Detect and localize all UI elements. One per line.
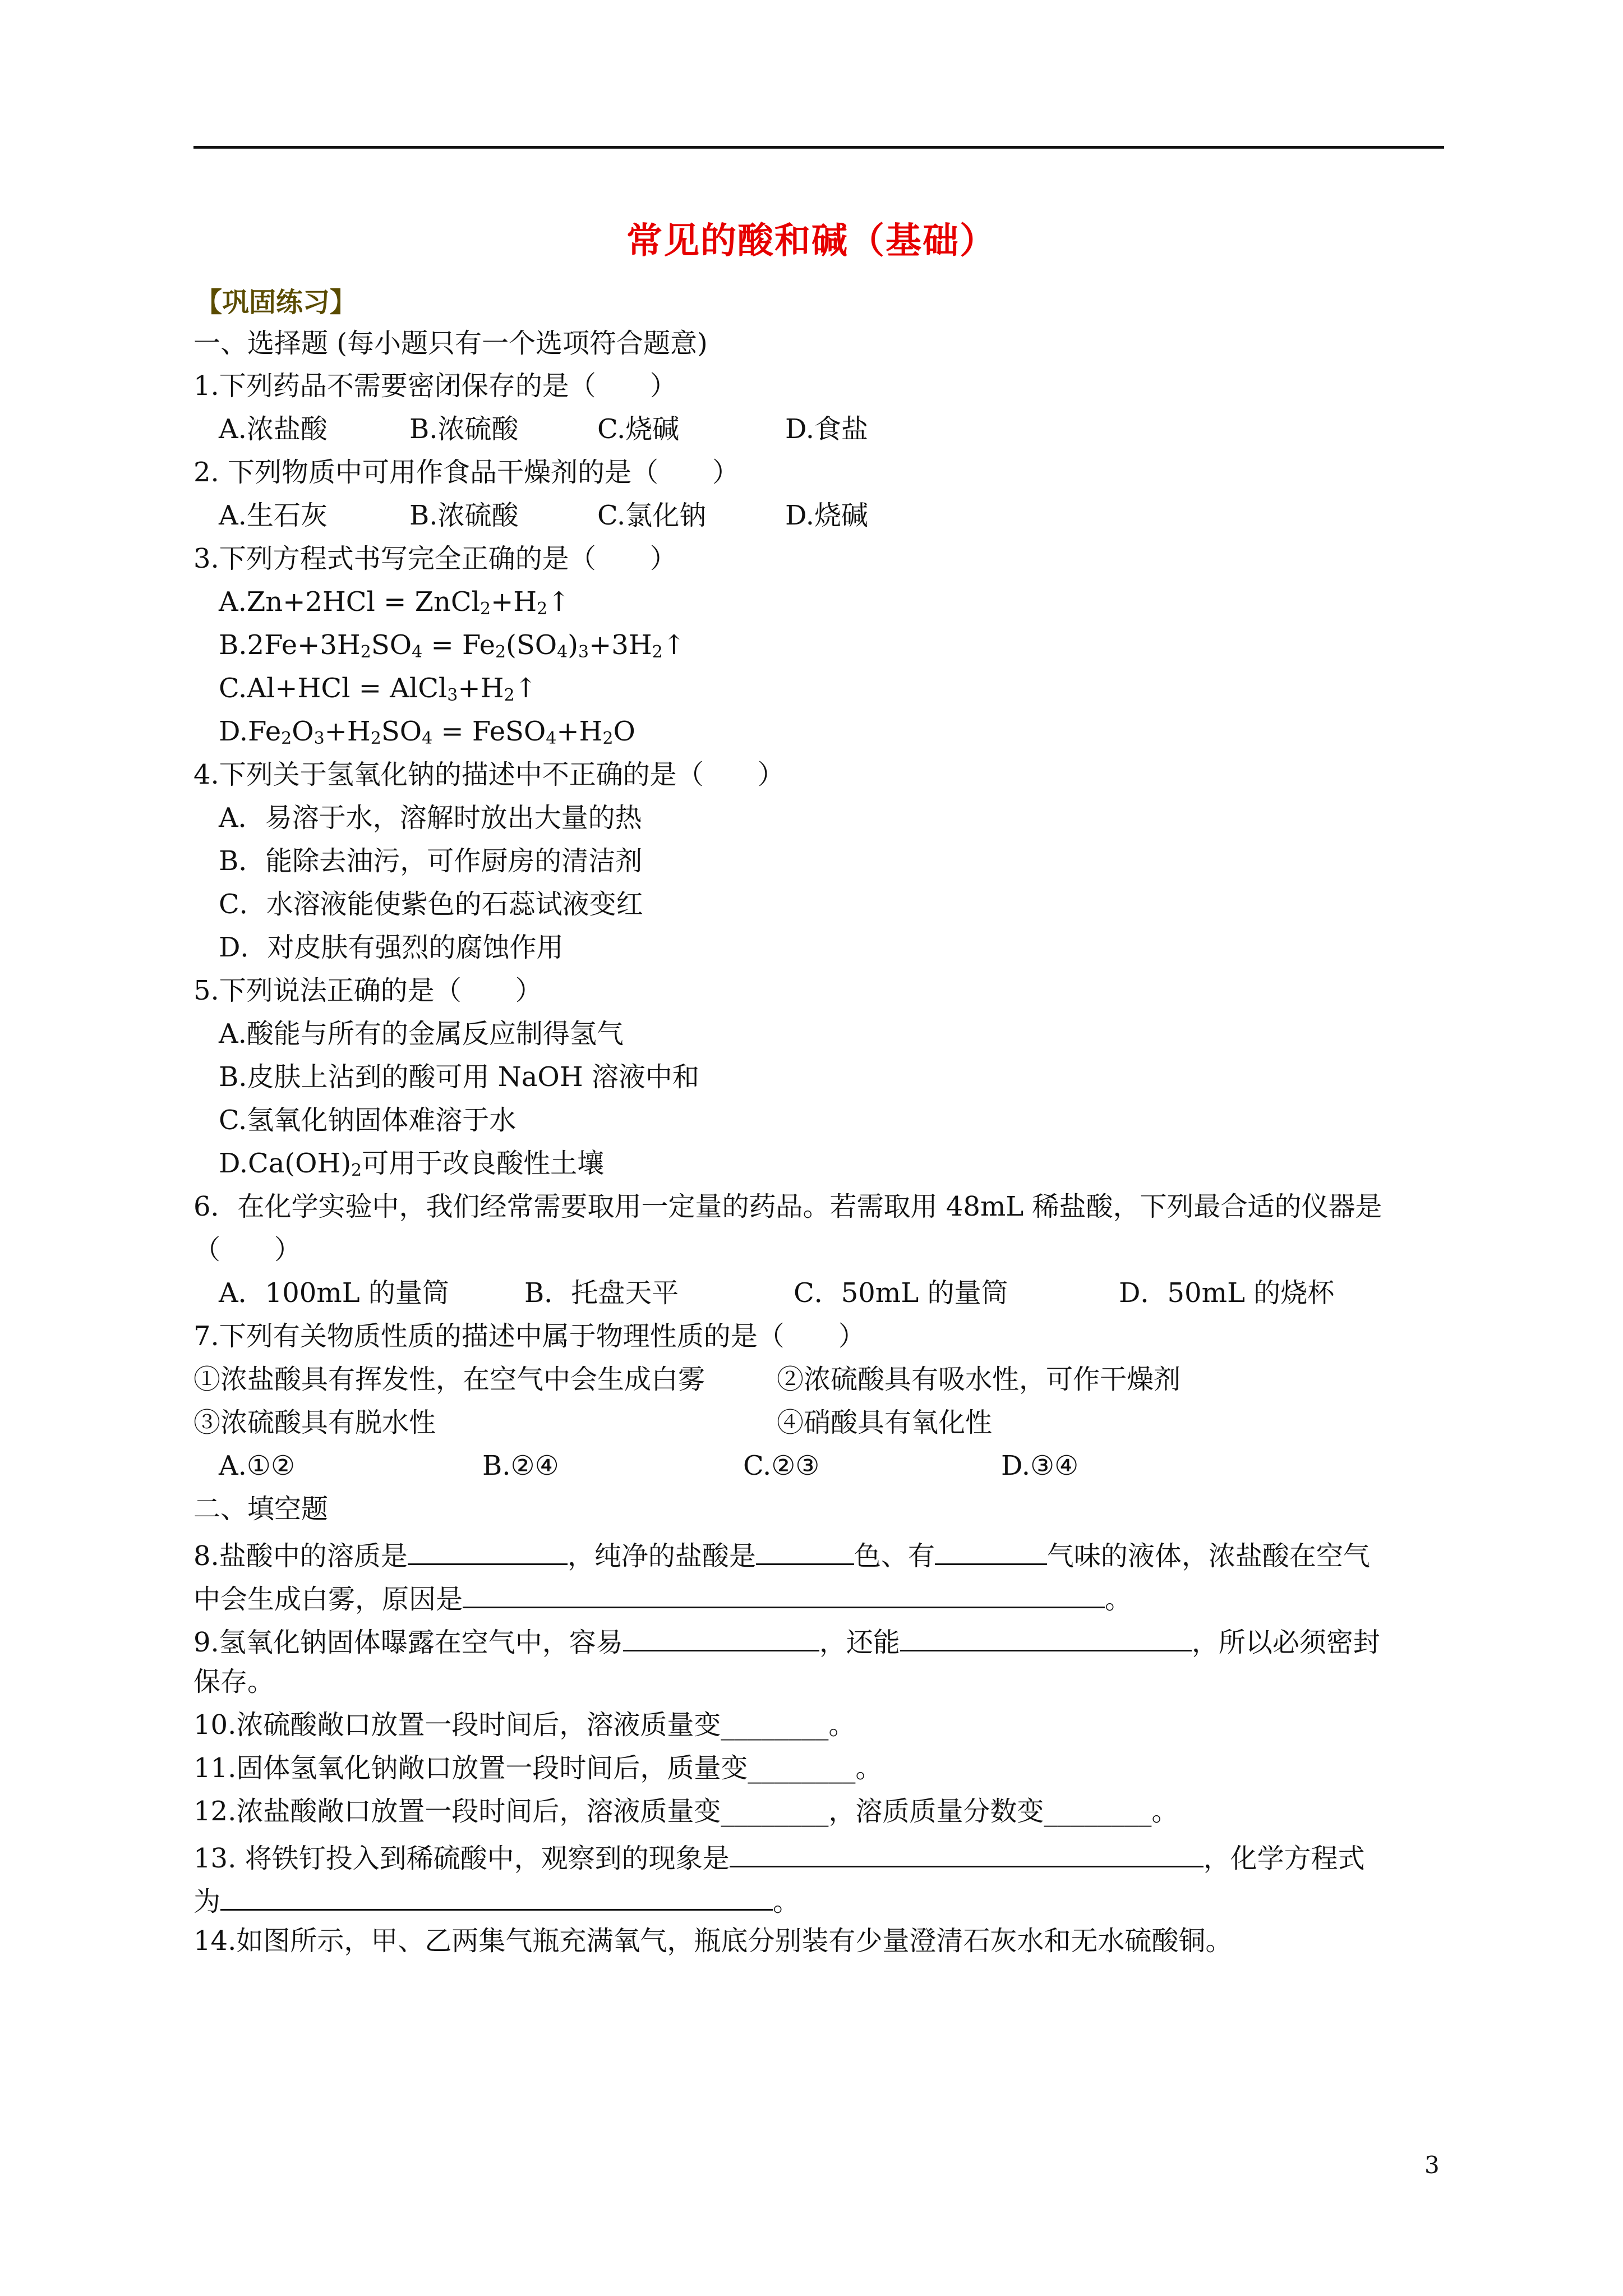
q8-blank-1[interactable] <box>408 1539 568 1565</box>
q6-option-a: A．100mL 的量筒 <box>219 1277 449 1309</box>
q5-option-c: C.氢氧化钠固体难溶于水 <box>219 1105 517 1136</box>
q3-option-d: $D.Fe_2O_3+H_2SO_4$ = $FeSO_4+H_2O$ <box>219 716 635 748</box>
q7-option-d: D.③④ <box>1001 1450 1079 1481</box>
section-tag: 【巩固练习】 <box>195 287 357 318</box>
q3-option-a: $A.Zn+2HCl = ZnCl_2+H_2↑$ <box>219 586 570 619</box>
q3-option-c: $C.Al+HCl = AlCl_3+H_2↑$ <box>219 673 537 705</box>
q5-stem: 5.下列说法正确的是（ ） <box>193 975 542 1006</box>
q2-option-d: D.烧碱 <box>785 500 869 531</box>
q7-statement-4: ④硝酸具有氧化性 <box>777 1407 993 1438</box>
q1-option-d: D.食盐 <box>785 413 869 445</box>
q14-text: 14.如图所示，甲、乙两集气瓶充满氧气，瓶底分别装有少量澄清石灰水和无水硫酸铜。 <box>193 1925 1233 1957</box>
q8-line-1: 8.盐酸中的溶质是 ，纯净的盐酸是 色、有 气味的液体，浓盐酸在空气 <box>193 1539 1370 1570</box>
header-rule <box>193 146 1444 149</box>
q1-option-a: A.浓盐酸 <box>219 413 328 445</box>
q8-blank-3[interactable] <box>935 1539 1047 1565</box>
part1-heading: 一、选择题 (每小题只有一个选项符合题意) <box>193 328 708 359</box>
q8-blank-4[interactable] <box>463 1582 1105 1608</box>
q9-line-2: 保存。 <box>193 1666 275 1697</box>
q5-option-d: $D.Ca(OH)_2$可用于改良酸性土壤 <box>219 1148 605 1180</box>
q13-blank-2[interactable] <box>220 1884 773 1911</box>
page-title: 常见的酸和碱（基础） <box>626 220 997 262</box>
q7-option-a: A.①② <box>219 1450 295 1481</box>
q9-blank-2[interactable] <box>900 1625 1192 1651</box>
q6-option-b: B．托盘天平 <box>524 1277 679 1309</box>
q4-option-b: B．能除去油污，可作厨房的清洁剂 <box>219 845 643 877</box>
q2-option-b: B.浓硫酸 <box>409 500 519 531</box>
q4-option-d: D．对皮肤有强烈的腐蚀作用 <box>219 932 564 963</box>
q11-line: 11.固体氢氧化钠敞口放置一段时间后，质量变________。 <box>193 1752 883 1784</box>
part2-heading: 二、填空题 <box>193 1493 329 1525</box>
q7-statement-3: ③浓硫酸具有脱水性 <box>193 1407 436 1438</box>
q4-option-a: A．易溶于水，溶解时放出大量的热 <box>219 802 642 834</box>
q3-option-b: $B.2Fe+3H_2SO_4$ = $Fe_2(SO_4)_3+3H_2↑$ <box>219 629 685 662</box>
page-number: 3 <box>1424 2151 1440 2179</box>
q9-line-1: 9.氢氧化钠固体曝露在空气中，容易 ，还能 ，所以必须密封 <box>193 1625 1380 1656</box>
q4-stem: 4.下列关于氢氧化钠的描述中不正确的是（ ） <box>193 759 785 790</box>
q2-option-a: A.生石灰 <box>219 500 328 531</box>
q1-option-c: C.烧碱 <box>597 413 680 445</box>
q11-blank[interactable]: ________ <box>748 1752 856 1784</box>
q13-blank-1[interactable] <box>730 1841 1204 1867</box>
q13-line-2: 为 。 <box>193 1884 800 1915</box>
q5-option-a: A.酸能与所有的金属反应制得氢气 <box>219 1018 624 1050</box>
q2-option-c: C.氯化钠 <box>597 500 707 531</box>
q12-blank-1[interactable]: ________ <box>721 1796 829 1827</box>
q4-option-c: C．水溶液能使紫色的石蕊试液变红 <box>219 889 643 920</box>
q7-option-c: C.②③ <box>743 1450 820 1481</box>
q3-stem: 3.下列方程式书写完全正确的是（ ） <box>193 543 677 574</box>
q7-statement-1: ①浓盐酸具有挥发性，在空气中会生成白雾 <box>193 1364 706 1395</box>
q10-line: 10.浓硫酸敞口放置一段时间后，溶液质量变________。 <box>193 1709 856 1741</box>
q6-paren: （ ） <box>193 1234 302 1266</box>
q13-line-1: 13. 将铁钉投入到稀硫酸中，观察到的现象是 ，化学方程式 <box>193 1841 1365 1872</box>
q12-blank-2[interactable]: ________ <box>1044 1796 1152 1827</box>
q1-option-b: B.浓硫酸 <box>409 413 519 445</box>
q7-statement-2: ②浓硫酸具有吸水性，可作干燥剂 <box>777 1364 1181 1395</box>
q5-option-b: B.皮肤上沾到的酸可用 NaOH 溶液中和 <box>219 1061 699 1093</box>
q8-blank-2[interactable] <box>756 1539 854 1565</box>
q6-option-d: D．50mL 的烧杯 <box>1119 1277 1335 1309</box>
q10-blank[interactable]: ________ <box>721 1709 829 1741</box>
q7-option-b: B.②④ <box>482 1450 559 1481</box>
q1-stem: 1.下列药品不需要密闭保存的是（ ） <box>193 370 677 402</box>
q7-stem: 7.下列有关物质性质的描述中属于物理性质的是（ ） <box>193 1320 865 1352</box>
q9-blank-1[interactable] <box>623 1625 819 1651</box>
q12-line: 12.浓盐酸敞口放置一段时间后，溶液质量变________，溶质质量分数变________。 <box>193 1796 1179 1827</box>
q6-option-c: C．50mL 的量筒 <box>794 1277 1008 1309</box>
q6-stem: 6．在化学实验中，我们经常需要取用一定量的药品。若需取用 48mL 稀盐酸，下列最合适的仪器是 <box>193 1191 1382 1222</box>
q8-line-2: 中会生成白雾，原因是 。 <box>193 1582 1132 1613</box>
q2-stem: 2. 下列物质中可用作食品干燥剂的是（ ） <box>193 457 740 488</box>
